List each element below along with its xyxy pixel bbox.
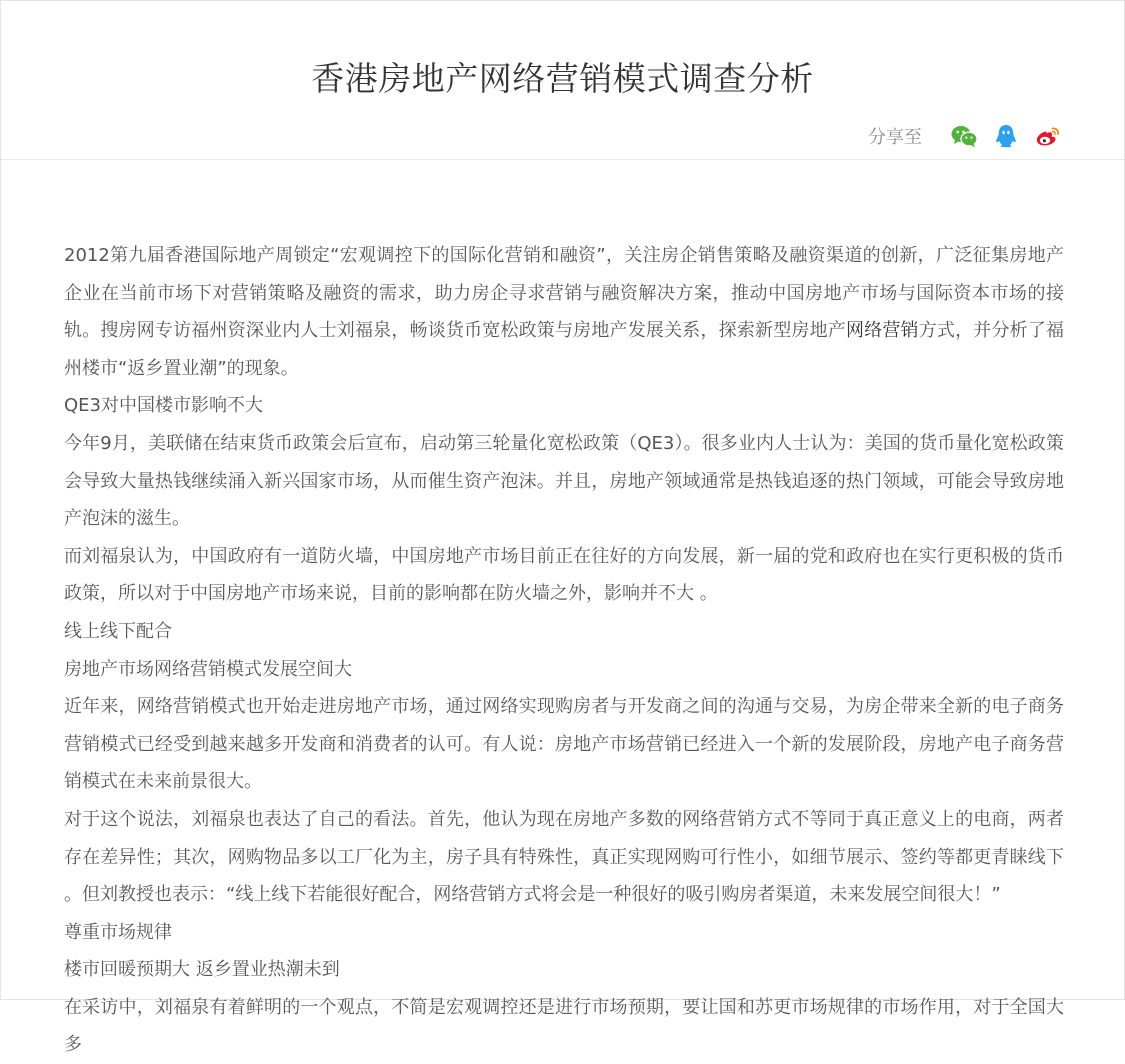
- article-title: 香港房地产网络营销模式调查分析: [311, 59, 814, 98]
- paragraph-intro: [64, 237, 1064, 387]
- qq-icon[interactable]: [992, 122, 1020, 150]
- section-heading: 楼市回暖预期大 返乡置业热潮未到: [64, 959, 340, 981]
- paragraph-text: 2012第九届香港国际地产周锁定“宏观调控下的国际化营销和融资”，关注房企销售策略及融资渠道的创新，广泛征集房地产企业在当前市场下对营销策略及融资的需求，助力房企寻求营销与融资解决方案，推动中国房地产市场与国际资本市场的接轨。搜房网专访福州资深业内人士刘福泉，畅谈货币宽松政策与房地产发展关系，探索新型房地产: [64, 245, 1064, 342]
- weibo-icon[interactable]: [1034, 122, 1062, 150]
- share-bar: [868, 121, 1062, 151]
- section-heading: 房地产市场网络营销模式发展空间大: [64, 658, 352, 680]
- wechat-icon[interactable]: [950, 122, 978, 150]
- section-heading: QE3对中国楼市影响不大: [64, 395, 263, 417]
- section-heading: 尊重市场规律: [64, 921, 172, 943]
- section-heading: 线上线下配合: [64, 620, 172, 642]
- paragraph: 今年9月，美联储在结束货币政策会后宣布，启动第三轮量化宽松政策（QE3）。很多业内人士认为：美国的货币量化宽松政策会导致大量热钱继续涌入新兴国家市场，从而催生资产泡沫。并且，房地产领域通常是热钱追逐的热门领域，可能会导致房地产泡沫的滋生。: [64, 432, 1064, 530]
- article-header: [1, 1, 1124, 160]
- paragraph: 对于这个说法，刘福泉也表达了自己的看法。首先，他认为现在房地产多数的网络营销方式不等同于真正意义上的电商，两者存在差异性；其次，网购物品多以工厂化为主，房子具有特殊性，真正实现网购可行性小，如细节展示、签约等都更青睐线下 。但刘教授也表示：“线上线下若能很好配合，网络营销方式将会是一种很好的吸引购房者渠道，未来发展空间很大！”: [64, 808, 1064, 906]
- paragraph-text: 方式，并分析了福州楼市“返乡置业潮”的现象。: [64, 320, 1065, 379]
- network-marketing-link[interactable]: 网络营销: [845, 320, 919, 342]
- paragraph: 近年来，网络营销模式也开始走进房地产市场，通过网络实现购房者与开发商之间的沟通与交易，为房企带来全新的电子商务营销模式已经受到越来越多开发商和消费者的认可。有人说：房地产市场营销已经进入一个新的发展阶段，房地产电子商务营销模式在未来前景很大。: [64, 696, 1064, 793]
- article-body: [64, 237, 1064, 1064]
- paragraph: 在采访中，刘福泉有着鲜明的一个观点，不简是宏观调控还是进行市场预期，要让国和苏更市场规律的市场作用，对于全国大多: [64, 996, 1064, 1056]
- paragraph: 而刘福泉认为，中国政府有一道防火墙，中国房地产市场目前正在往好的方向发展，新一届的党和政府也在实行更积极的货币政策，所以对于中国房地产市场来说，目前的影响都在防火墙之外，影响并不大 。: [64, 545, 1064, 605]
- share-label: 分享至: [868, 127, 922, 148]
